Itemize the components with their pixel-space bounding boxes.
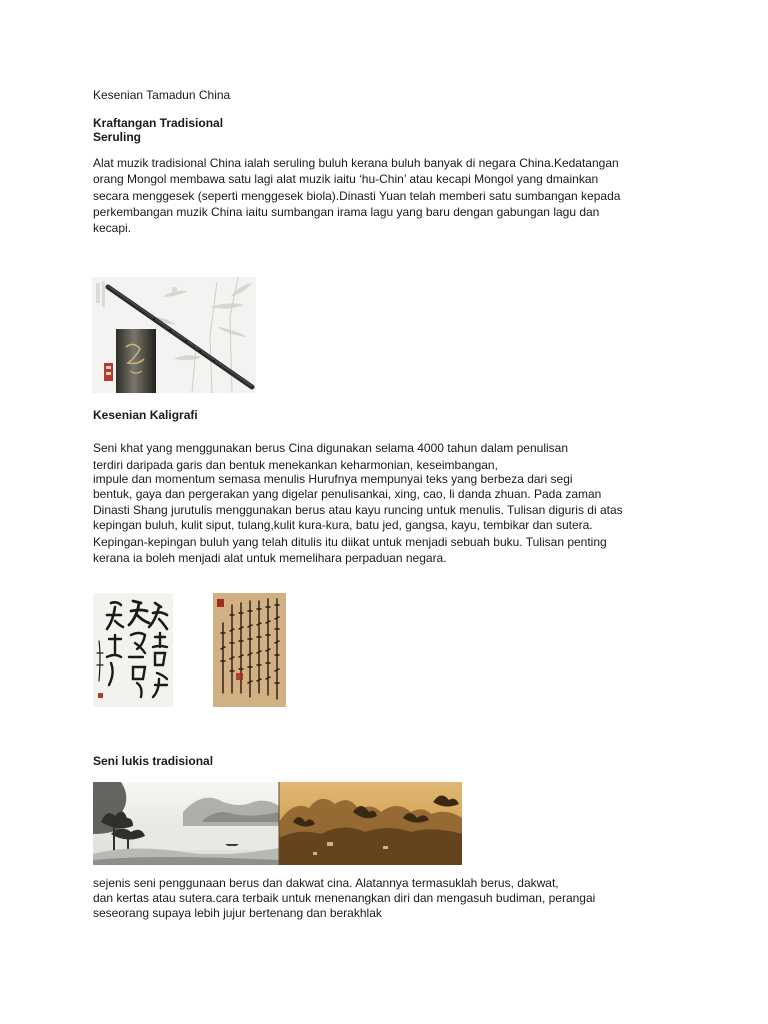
paragraph-line: kepingan buluh, kulit siput, tulang,kulit kura-kura, batu jed, gangsa, kayu, tembikar dan sutera. — [93, 518, 593, 532]
calligraphy-image-1 — [93, 593, 173, 707]
section-heading-seni-lukis: Seni lukis tradisional — [93, 754, 214, 768]
paragraph-line: perkembangan muzik China iaitu sumbangan irama lagu yang baru dengan gabungan lagu dan — [93, 205, 600, 219]
paragraph-line: kecapi. — [93, 221, 132, 235]
paragraph-line: Dinasti Shang jurutulis menggunakan berus atau kayu runcing untuk menulis. Tulisan diguris di atas — [93, 503, 623, 517]
subheading-seruling: Seruling — [93, 130, 142, 144]
paragraph-line: Kepingan-kepingan buluh yang telah ditulis itu diikat untuk menjadi sebuah buku. Tulisan penting — [93, 535, 607, 549]
paragraph-line: Alat muzik tradisional China ialah seruling buluh kerana buluh banyak di negara China.Kedatangan — [93, 156, 619, 170]
paragraph-line: seseorang supaya lebih jujur bertenang dan berakhlak — [93, 906, 382, 920]
painting-image — [93, 782, 462, 865]
section-heading-kaligrafi: Kesenian Kaligrafi — [93, 408, 198, 422]
paragraph-line: orang Mongol membawa satu lagi alat muzik iaitu ‘hu-Chin’ atau kecapi Mongol yang dmainkan — [93, 172, 599, 186]
paragraph-line: terdiri daripada garis dan bentuk menekankan keharmonian, keseimbangan, — [93, 458, 498, 472]
document-title: Kesenian Tamadun China — [93, 88, 231, 102]
paragraph-line: impule dan momentum semasa menulis Hurufnya mempunyai teks yang berbeza dari segi — [93, 472, 573, 486]
flute-image — [92, 277, 256, 393]
paragraph-line: secara menggesek (seperti menggesek biola).Dinasti Yuan telah memberi satu sumbangan kepada — [93, 189, 621, 203]
paragraph-line: dan kertas atau sutera.cara terbaik untuk menenangkan diri dan mengasuh budiman, perangai — [93, 891, 596, 905]
paragraph-line: bentuk, gaya dan pergerakan yang digelar penulisankai, xing, cao, li danda zhuan. Pada zaman — [93, 487, 602, 501]
calligraphy-image-2 — [213, 593, 286, 707]
paragraph-line: Seni khat yang menggunakan berus Cina digunakan selama 4000 tahun dalam penulisan — [93, 441, 569, 455]
paragraph-line: kerana ia boleh menjadi alat untuk memelihara perpaduan negara. — [93, 551, 447, 565]
paragraph-line: sejenis seni penggunaan berus dan dakwat cina. Alatannya termasuklah berus, dakwat, — [93, 876, 559, 890]
section-heading-kraftangan: Kraftangan Tradisional — [93, 116, 224, 130]
